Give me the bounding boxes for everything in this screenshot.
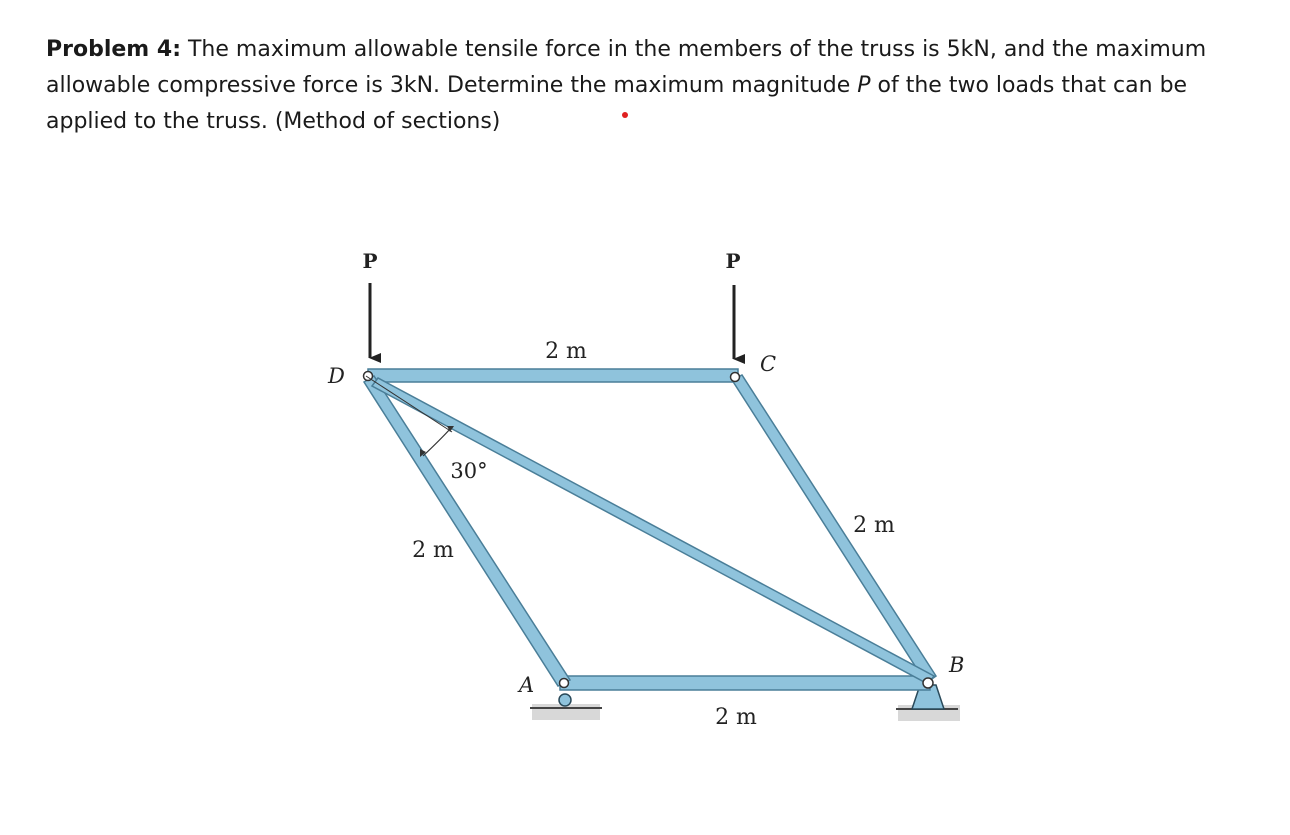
pin-a <box>560 679 569 688</box>
load-label-right: P <box>725 249 741 273</box>
problem-variable: P <box>857 73 871 98</box>
pin-c <box>731 373 740 382</box>
truss-members <box>364 369 936 690</box>
member-db <box>372 378 934 684</box>
support-a <box>530 694 602 720</box>
problem-label: Problem 4: <box>46 37 181 62</box>
problem-text-1: The maximum allowable tensile force in the members of the truss is 5kN, and the maximum allowable compressive force is 3kN. Determine the maximum magnitude <box>46 37 1207 98</box>
angle-arc <box>423 428 451 456</box>
member-cb <box>732 375 936 683</box>
member-dc <box>368 369 738 382</box>
joint-label-d: D <box>328 364 345 388</box>
dimension-left: 2 m <box>412 538 454 563</box>
load-label-left: P <box>362 249 378 273</box>
dimension-bottom: 2 m <box>715 705 757 730</box>
joint-label-a: A <box>519 673 535 697</box>
member-ab <box>560 676 930 690</box>
angle-label: 30° <box>450 459 488 483</box>
member-da <box>364 376 570 686</box>
dimension-top: 2 m <box>545 339 587 364</box>
dimension-right: 2 m <box>853 513 895 538</box>
pin-b <box>923 678 933 688</box>
joint-label-b: B <box>949 653 965 677</box>
problem-text-2: of the two loads that can be applied to the truss. (Method of sections) <box>46 73 1188 134</box>
joint-label-c: C <box>760 352 777 376</box>
